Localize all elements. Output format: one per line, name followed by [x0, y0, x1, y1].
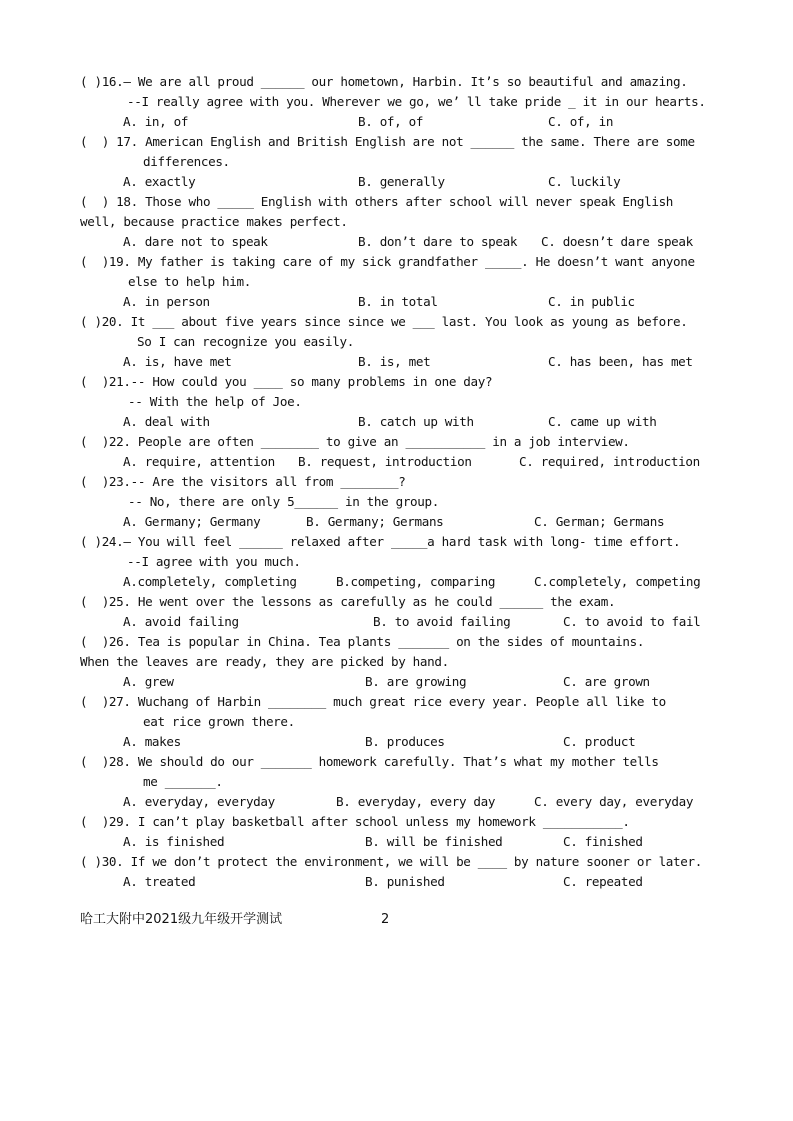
q29-option-b: B. will be finished	[365, 834, 503, 849]
q20-option-c: C. has been, has met	[548, 354, 693, 369]
q24-option-c: C.completely, competing	[534, 574, 701, 589]
q18-option-b: B. don’t dare to speak	[358, 234, 518, 249]
q17-option-b: B. generally	[358, 174, 445, 189]
q17-line-1: ( ) 17. American English and British English are not ______ the same. There are some	[80, 134, 695, 149]
q18-line-1: ( ) 18. Those who _____ English with others after school will never speak English	[80, 194, 674, 209]
footer-page-number: 2	[381, 912, 390, 927]
q18-option-c: C. doesn’t dare speak	[541, 234, 693, 249]
q22-line-1: ( )22. People are often ________ to give an ___________ in a job interview.	[80, 434, 630, 449]
q28-line-1: ( )28. We should do our _______ homework carefully. That’s what my mother tells	[80, 754, 659, 769]
q27-option-b: B. produces	[365, 734, 445, 749]
q25-option-b: B. to avoid failing	[373, 614, 511, 629]
q25-line-1: ( )25. He went over the lessons as carefully as he could ______ the exam.	[80, 594, 616, 609]
q17-line-2: differences.	[143, 154, 230, 169]
q21-option-a: A. deal with	[123, 414, 210, 429]
q22-option-b: B. request, introduction	[298, 454, 472, 469]
q16-option-a: A. in, of	[123, 114, 189, 129]
q26-option-a: A. grew	[123, 674, 174, 689]
q29-option-c: C. finished	[563, 834, 643, 849]
q22-option-a: A. require, attention	[123, 454, 275, 469]
q30-option-c: C. repeated	[563, 874, 643, 889]
q20-option-b: B. is, met	[358, 354, 431, 369]
q23-line-1: ( )23.-- Are the visitors all from ________?	[80, 474, 406, 489]
q21-line-1: ( )21.-- How could you ____ so many problems in one day?	[80, 374, 493, 389]
q21-option-c: C. came up with	[548, 414, 657, 429]
q28-option-c: C. every day, everyday	[534, 794, 694, 809]
q27-line-1: ( )27. Wuchang of Harbin ________ much great rice every year. People all like to	[80, 694, 666, 709]
q23-option-c: C. German; Germans	[534, 514, 665, 529]
q16-line-2: --I really agree with you. Wherever we go, we’ ll take pride _ it in our hearts.	[127, 94, 706, 109]
q27-option-c: C. product	[563, 734, 636, 749]
q27-line-2: eat rice grown there.	[143, 714, 295, 729]
q16-option-b: B. of, of	[358, 114, 424, 129]
footer-title: 哈工大附中2021级九年级开学测试	[80, 912, 283, 927]
q22-option-c: C. required, introduction	[519, 454, 700, 469]
q23-option-b: B. Germany; Germans	[306, 514, 444, 529]
q19-option-c: C. in public	[548, 294, 635, 309]
q18-option-a: A. dare not to speak	[123, 234, 268, 249]
q21-option-b: B. catch up with	[358, 414, 474, 429]
q28-option-a: A. everyday, everyday	[123, 794, 275, 809]
q30-option-a: A. treated	[123, 874, 196, 889]
q17-option-c: C. luckily	[548, 174, 621, 189]
q24-line-2: --I agree with you much.	[127, 554, 301, 569]
q20-option-a: A. is, have met	[123, 354, 232, 369]
q29-option-a: A. is finished	[123, 834, 225, 849]
q16-line-1: ( )16.— We are all proud ______ our hometown, Harbin. It’s so beautiful and amazing.	[80, 74, 688, 89]
q25-option-a: A. avoid failing	[123, 614, 239, 629]
q26-option-c: C. are grown	[563, 674, 650, 689]
q26-line-2: When the leaves are ready, they are picked by hand.	[80, 654, 449, 669]
q26-line-1: ( )26. Tea is popular in China. Tea plants _______ on the sides of mountains.	[80, 634, 645, 649]
q24-line-1: ( )24.— You will feel ______ relaxed after _____a hard task with long- time effort.	[80, 534, 681, 549]
q20-line-2: So I can recognize you easily.	[137, 334, 354, 349]
q25-option-c: C. to avoid to fail	[563, 614, 701, 629]
q29-line-1: ( )29. I can’t play basketball after school unless my homework ___________.	[80, 814, 630, 829]
q24-option-b: B.competing, comparing	[336, 574, 496, 589]
q28-line-2: me _______.	[143, 774, 223, 789]
q20-line-1: ( )20. It ___ about five years since since we ___ last. You look as young as before.	[80, 314, 688, 329]
q23-option-a: A. Germany; Germany	[123, 514, 261, 529]
q27-option-a: A. makes	[123, 734, 181, 749]
q19-option-b: B. in total	[358, 294, 438, 309]
q26-option-b: B. are growing	[365, 674, 467, 689]
q28-option-b: B. everyday, every day	[336, 794, 496, 809]
q16-option-c: C. of, in	[548, 114, 614, 129]
q21-line-2: -- With the help of Joe.	[128, 394, 302, 409]
q30-option-b: B. punished	[365, 874, 445, 889]
q19-option-a: A. in person	[123, 294, 210, 309]
q23-line-2: -- No, there are only 5______ in the group.	[128, 494, 439, 509]
q19-line-1: ( )19. My father is taking care of my sick grandfather _____. He doesn’t want anyone	[80, 254, 695, 269]
q17-option-a: A. exactly	[123, 174, 196, 189]
q18-line-2: well, because practice makes perfect.	[80, 214, 348, 229]
q30-line-1: ( )30. If we don’t protect the environment, we will be ____ by nature sooner or later.	[80, 854, 702, 869]
q24-option-a: A.completely, completing	[123, 574, 297, 589]
q19-line-2: else to help him.	[128, 274, 251, 289]
